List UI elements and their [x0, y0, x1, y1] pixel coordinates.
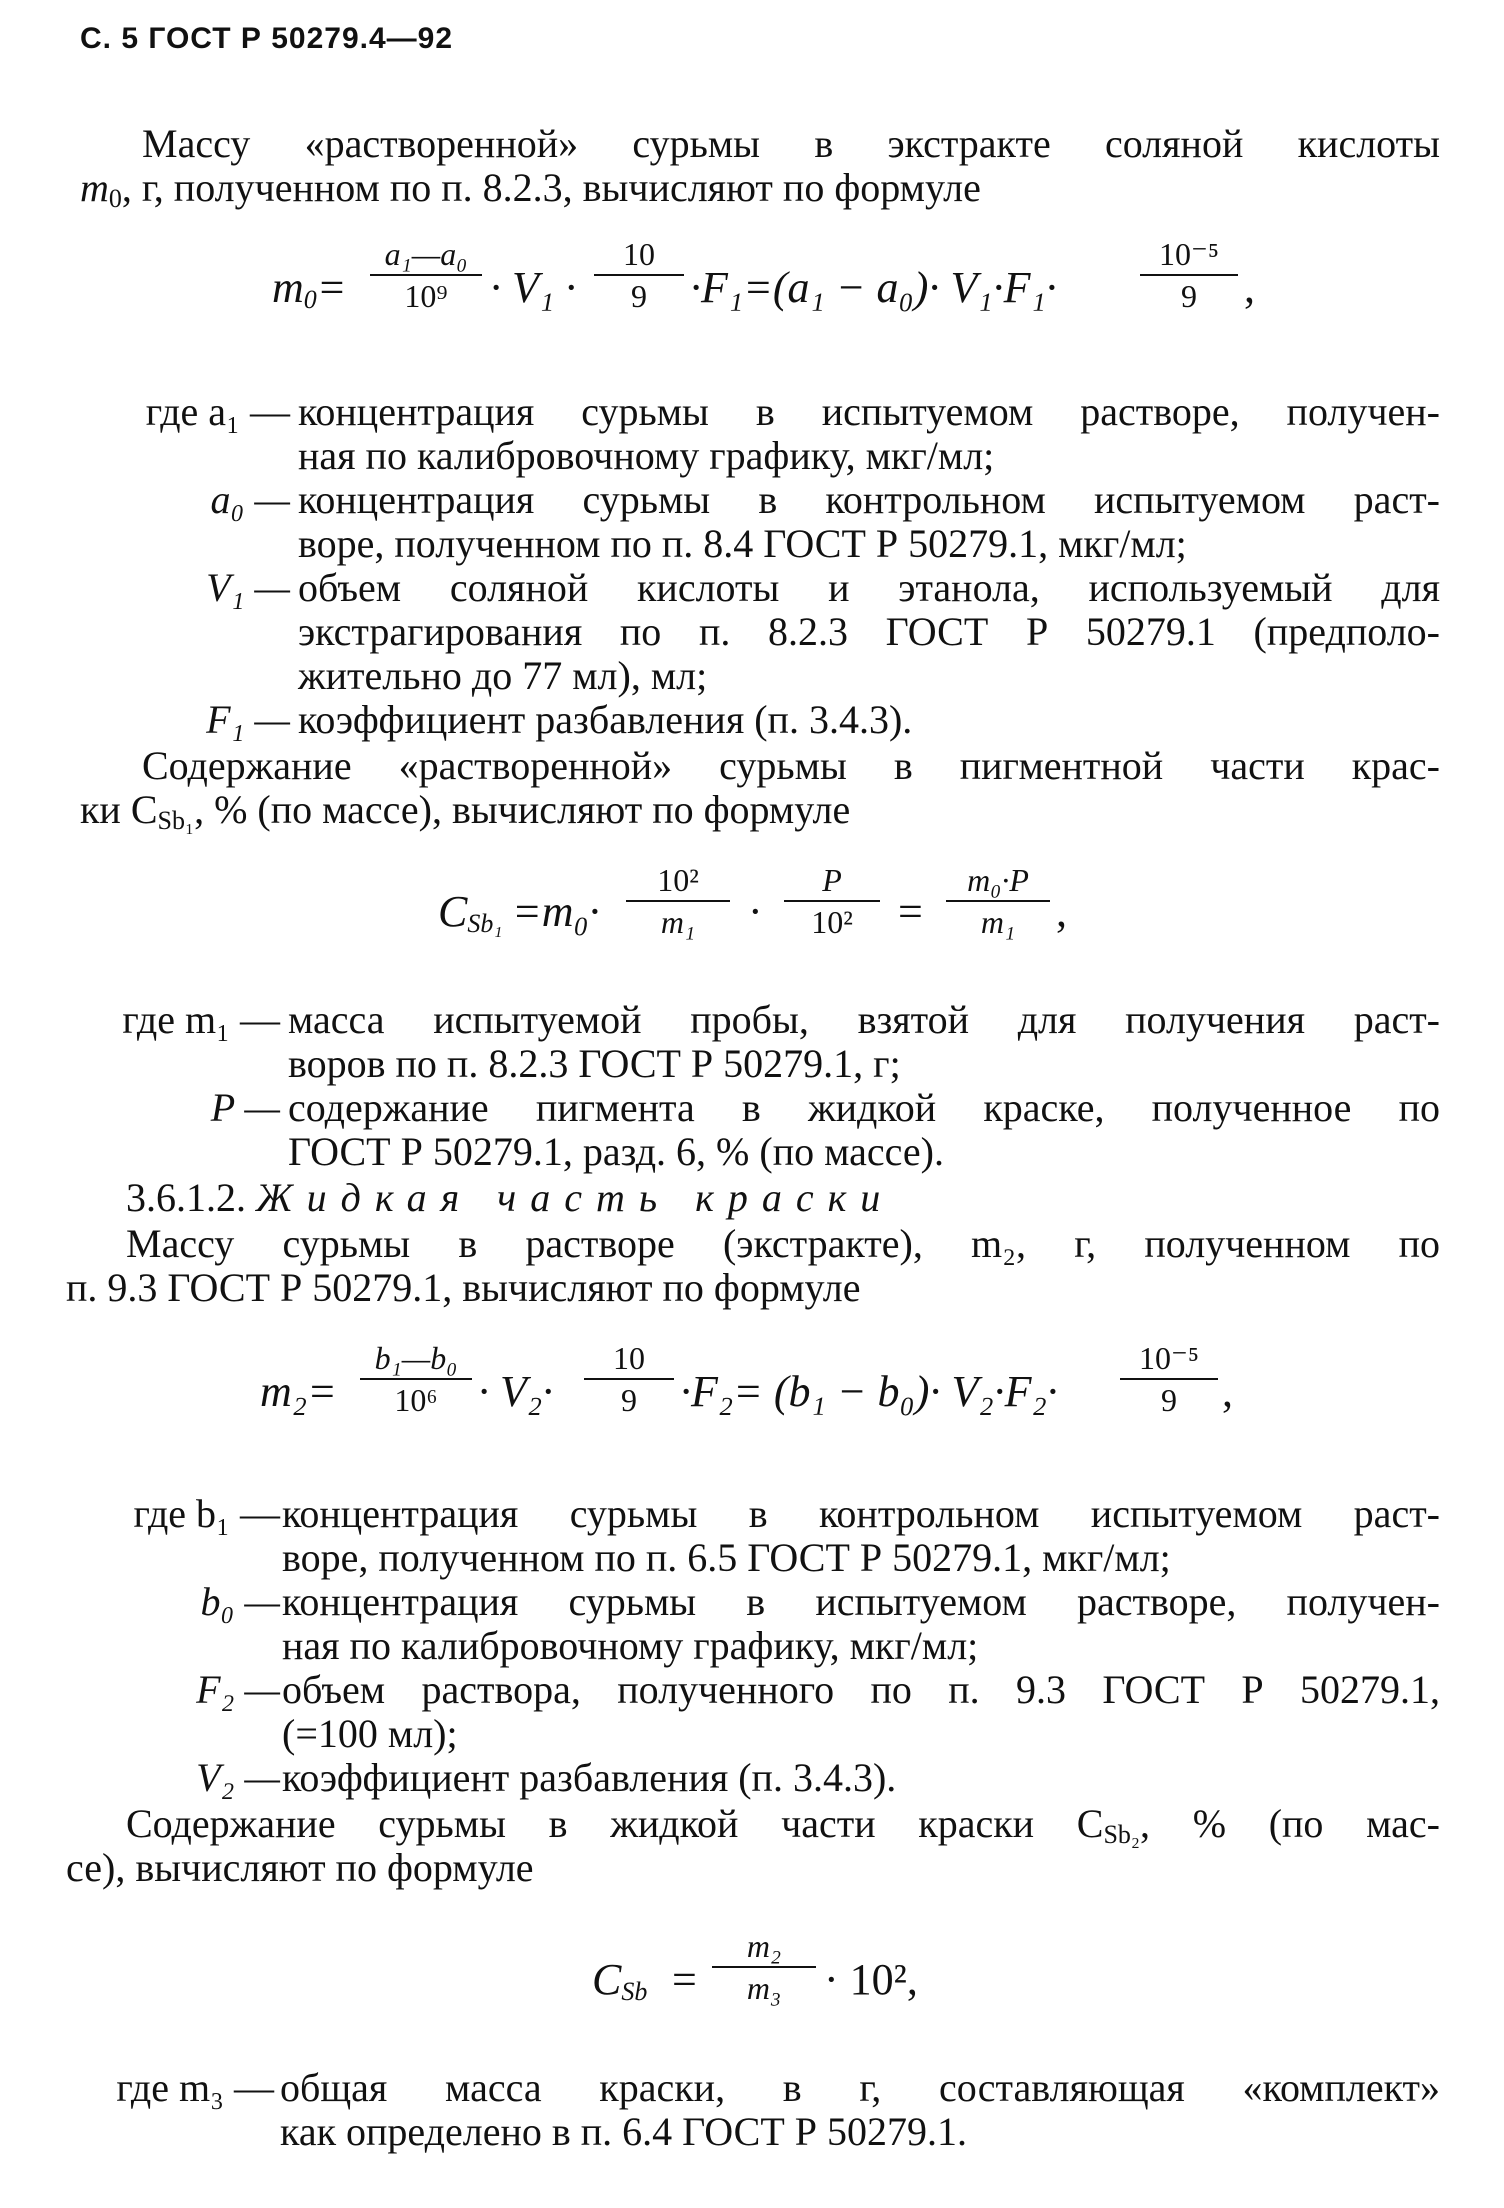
- paragraph-4-line-1: Содержание сурьмы в жидкой части краски $C_{Sb_2}$, % (по мас-: [126, 1801, 1440, 1849]
- formula-2-eq2: =: [898, 887, 923, 936]
- def1-a1-text-2: ная по калибровочному графику, мкг/мл;: [298, 433, 995, 478]
- def1-v1-text: объем соляной кислоты и этанола, используемый для: [298, 565, 1440, 610]
- def3-b1-symbol: где b₁ —: [133, 1491, 280, 1536]
- formula-4-eq: =: [672, 1955, 697, 2004]
- def2-p-text: содержание пигмента в жидкой краске, полученное по: [288, 1085, 1440, 1130]
- paragraph-3-line-1: Массу сурьмы в растворе (экстракте), m₂, г, полученном по: [126, 1221, 1440, 1266]
- paragraph-1-line-1: Массу «растворенной» сурьмы в экстракте соляной кислоты: [142, 121, 1440, 166]
- def3-b0-symbol: b₀ —: [200, 1579, 280, 1624]
- def1-v1-symbol: V₁ —: [206, 565, 290, 610]
- formula-1-fraction-1: a₁—a₀ 10⁹: [370, 236, 482, 314]
- def2-p-text-2: ГОСТ Р 50279.1, разд. 6, % (по массе).: [288, 1129, 944, 1174]
- page-header: С. 5 ГОСТ Р 50279.4—92: [80, 22, 454, 55]
- formula-1-lhs: $m_0=$: [272, 263, 347, 314]
- paragraph-4-line-2: се), вычисляют по формуле: [66, 1845, 534, 1890]
- formula-3-middle: ·F₂= (b₁ − b₀)· V₂·F₂·: [680, 1367, 1058, 1416]
- section-heading: 3.6.1.2. Жидкая часть краски: [126, 1175, 895, 1220]
- formula-4-rhs: · 10²,: [824, 1955, 918, 2004]
- formula-4-fraction: m₂ m₃: [712, 1928, 816, 2006]
- formula-3-comma: ,: [1222, 1367, 1233, 1416]
- paragraph-1-line-2: $m_0$, г, полученном по п. 8.2.3, вычисляют по формуле: [80, 165, 981, 213]
- def3-b1-text-2: воре, полученном по п. 6.5 ГОСТ Р 50279.1, мкг/мл;: [282, 1535, 1171, 1580]
- formula-3-fraction-1: b₁—b₀ 10⁶: [360, 1340, 472, 1418]
- formula-3-v2: · V₂·: [478, 1367, 554, 1416]
- paragraph-2-line-2: ки $C_{Sb_1}$, % (по массе), вычисляют по формуле: [80, 787, 851, 835]
- formula-3-fraction-2: 10 9: [584, 1340, 674, 1418]
- formula-3-lhs: m₂=: [260, 1367, 337, 1416]
- def3-f2-text: объем раствора, полученного по п. 9.3 ГОСТ Р 50279.1,: [282, 1667, 1440, 1712]
- formula-1-middle: ·F₁=(a₁ − a₀)· V₁·F₁·: [690, 263, 1057, 312]
- formula-2-dot: ·: [748, 887, 763, 936]
- def3-b1-text: концентрация сурьмы в контрольном испытуемом раст-: [282, 1491, 1440, 1536]
- def3-f2-symbol: F₂ —: [196, 1667, 280, 1712]
- formula-2-fraction-2: P 10²: [784, 862, 880, 940]
- def1-v1-text-2: экстрагирования по п. 8.2.3 ГОСТ Р 50279.1 (предполо-: [298, 609, 1440, 654]
- def1-f1-text: коэффициент разбавления (п. 3.4.3).: [298, 697, 913, 742]
- def3-f2-text-2: (=100 мл);: [282, 1711, 458, 1756]
- def4-m3-text-2: как определено в п. 6.4 ГОСТ Р 50279.1.: [280, 2109, 968, 2154]
- def2-m1-symbol: где m₁ —: [122, 997, 280, 1042]
- def2-p-symbol: P —: [210, 1085, 280, 1130]
- formula-1-fraction-2: 10 9: [594, 236, 684, 314]
- def1-a0-symbol: a₀ —: [210, 477, 290, 522]
- def1-a1-text: концентрация сурьмы в испытуемом растворе, получен-: [298, 389, 1440, 434]
- formula-1-v1: · V₁ ·: [490, 263, 577, 312]
- paragraph-3-line-2: п. 9.3 ГОСТ Р 50279.1, вычисляют по формуле: [66, 1265, 861, 1310]
- formula-2-eq: =m₀·: [512, 887, 600, 936]
- formula-4-lhs: $C_{Sb}$: [592, 1955, 648, 2006]
- def3-v2-symbol: V₂ —: [196, 1755, 280, 1800]
- def1-a1-symbol: где a₁ —: [145, 389, 290, 434]
- def3-b0-text: концентрация сурьмы в испытуемом растворе, получен-: [282, 1579, 1440, 1624]
- formula-1-comma: ,: [1244, 263, 1255, 312]
- def2-m1-text-2: воров по п. 8.2.3 ГОСТ Р 50279.1, г;: [288, 1041, 901, 1086]
- paragraph-2-line-1: Содержание «растворенной» сурьмы в пигментной части крас-: [142, 743, 1440, 788]
- formula-2-fraction-3: m₀·P m₁: [946, 862, 1050, 940]
- def2-m1-text: масса испытуемой пробы, взятой для получения раст-: [288, 997, 1440, 1042]
- def1-a0-text-2: воре, полученном по п. 8.4 ГОСТ Р 50279.1, мкг/мл;: [298, 521, 1187, 566]
- formula-3-fraction-3: 10⁻⁵ 9: [1120, 1340, 1218, 1418]
- def3-b0-text-2: ная по калибровочному графику, мкг/мл;: [282, 1623, 979, 1668]
- def4-m3-text: общая масса краски, в г, составляющая «комплект»: [280, 2065, 1440, 2110]
- def4-m3-symbol: где m₃ —: [116, 2065, 274, 2110]
- formula-2-lhs: $C_{Sb_1}$: [438, 887, 503, 938]
- def1-v1-text-3: жительно до 77 мл), мл;: [298, 653, 708, 698]
- formula-2-comma: ,: [1056, 887, 1067, 936]
- def1-a0-text: концентрация сурьмы в контрольном испытуемом раст-: [298, 477, 1440, 522]
- formula-1-fraction-3: 10⁻⁵ 9: [1140, 236, 1238, 314]
- def3-v2-text: коэффициент разбавления (п. 3.4.3).: [282, 1755, 897, 1800]
- def1-f1-symbol: F₁ —: [206, 697, 290, 742]
- formula-2-fraction-1: 10² m₁: [626, 862, 730, 940]
